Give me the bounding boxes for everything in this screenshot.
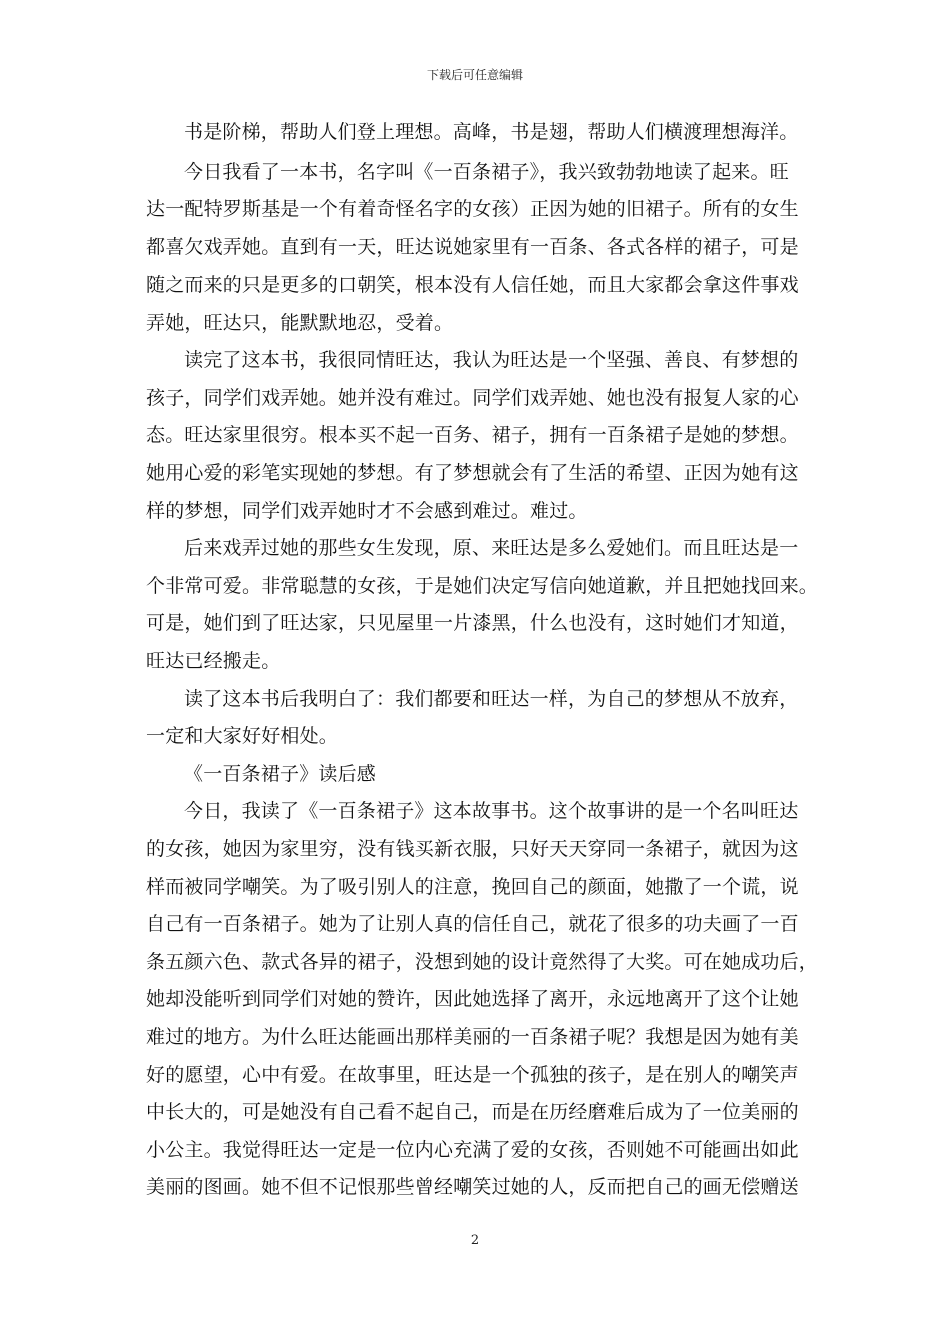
text-line: 今日，我读了《一百条裙子》这本故事书。这个故事讲的是一个名叫旺达 — [184, 800, 799, 822]
text-line: 她却没能听到同学们对她的赞许，因此她选择了离开，永远地离开了这个让她 — [146, 988, 799, 1010]
text-line: 她用心爱的彩笔实现她的梦想。有了梦想就会有了生活的希望、正因为她有这 — [146, 462, 799, 484]
text-line: 孩子，同学们戏弄她。她并没有难过。同学们戏弄她、她也没有报复人家的心 — [146, 387, 799, 409]
text-line: 旺达已经搬走。 — [146, 650, 281, 672]
text-line: 可是，她们到了旺达家，只见屋里一片漆黑，什么也没有，这时她们才知道， — [146, 612, 799, 634]
text-line: 自己有一百条裙子。她为了让别人真的信任自己，就花了很多的功夫画了一百 — [146, 913, 799, 935]
text-line: 态。旺达家里很穷。根本买不起一百务、裙子，拥有一百条裙子是她的梦想。 — [146, 424, 799, 446]
text-line: 样而被同学嘲笑。为了吸引别人的注意，挽回自己的颜面，她撒了一个谎，说 — [146, 876, 799, 898]
text-line: 小公主。我觉得旺达一定是一位内心充满了爱的女孩，否则她不可能画出如此 — [146, 1139, 799, 1161]
text-line: 美丽的图画。她不但不记恨那些曾经嘲笑过她的人，反而把自己的画无偿赠送 — [146, 1176, 799, 1198]
section-title: 《一百条裙子》读后感 — [184, 763, 377, 785]
document-body — [0, 119, 950, 1209]
text-line: 读了这本书后我明白了：我们都要和旺达一样，为自己的梦想从不放弃， — [184, 688, 799, 710]
page-header-note: 下载后可任意编辑 — [426, 68, 523, 82]
text-line: 达一配特罗斯基是一个有着奇怪名字的女孩）正因为她的旧裙子。所有的女生 — [146, 198, 799, 220]
text-line: 的女孩，她因为家里穷，没有钱买新衣服，只好天天穿同一条裙子，就因为这 — [146, 838, 799, 860]
text-line: 个非常可爱。非常聪慧的女孩，于是她们决定写信向她道歉，并且把她找回来。 — [146, 575, 819, 597]
text-line: 难过的地方。为什么旺达能画出那样美丽的一百条裙子呢？我想是因为她有美 — [146, 1026, 799, 1048]
text-line: 读完了这本书，我很同情旺达，我认为旺达是一个坚强、善良、有梦想的 — [184, 349, 799, 371]
text-line: 好的愿望，心中有爱。在故事里，旺达是一个孤独的孩子，是在别人的嘲笑声 — [146, 1064, 799, 1086]
text-line: 条五颜六色、款式各异的裙子，没想到她的设计竟然得了大奖。可在她成功后， — [146, 951, 819, 973]
text-line: 书是阶梯，帮助人们登上理想。高峰，书是翅，帮助人们横渡理想海洋。 — [184, 121, 799, 143]
text-line: 弄她，旺达只，能默默地忍，受着。 — [146, 312, 454, 334]
text-line: 今日我看了一本书，名字叫《一百条裙子》，我兴致勃勃地读了起来。旺 — [184, 161, 789, 183]
text-line: 都喜欠戏弄她。直到有一天，旺达说她家里有一百条、各式各样的裙子，可是 — [146, 236, 799, 258]
text-line: 样的梦想，同学们戏弄她时才不会感到难过。难过。 — [146, 500, 588, 522]
page-number: 2 — [470, 1233, 480, 1248]
text-line: 后来戏弄过她的那些女生发现，原、来旺达是多么爱她们。而且旺达是一 — [184, 537, 799, 559]
text-line: 随之而来的只是更多的口朝笑，根本没有人信任她，而且大家都会拿这件事戏 — [146, 274, 799, 296]
text-line: 一定和大家好好相处。 — [146, 725, 339, 747]
text-line: 中长大的，可是她没有自己看不起自己，而是在历经磨难后成为了一位美丽的 — [146, 1101, 799, 1123]
